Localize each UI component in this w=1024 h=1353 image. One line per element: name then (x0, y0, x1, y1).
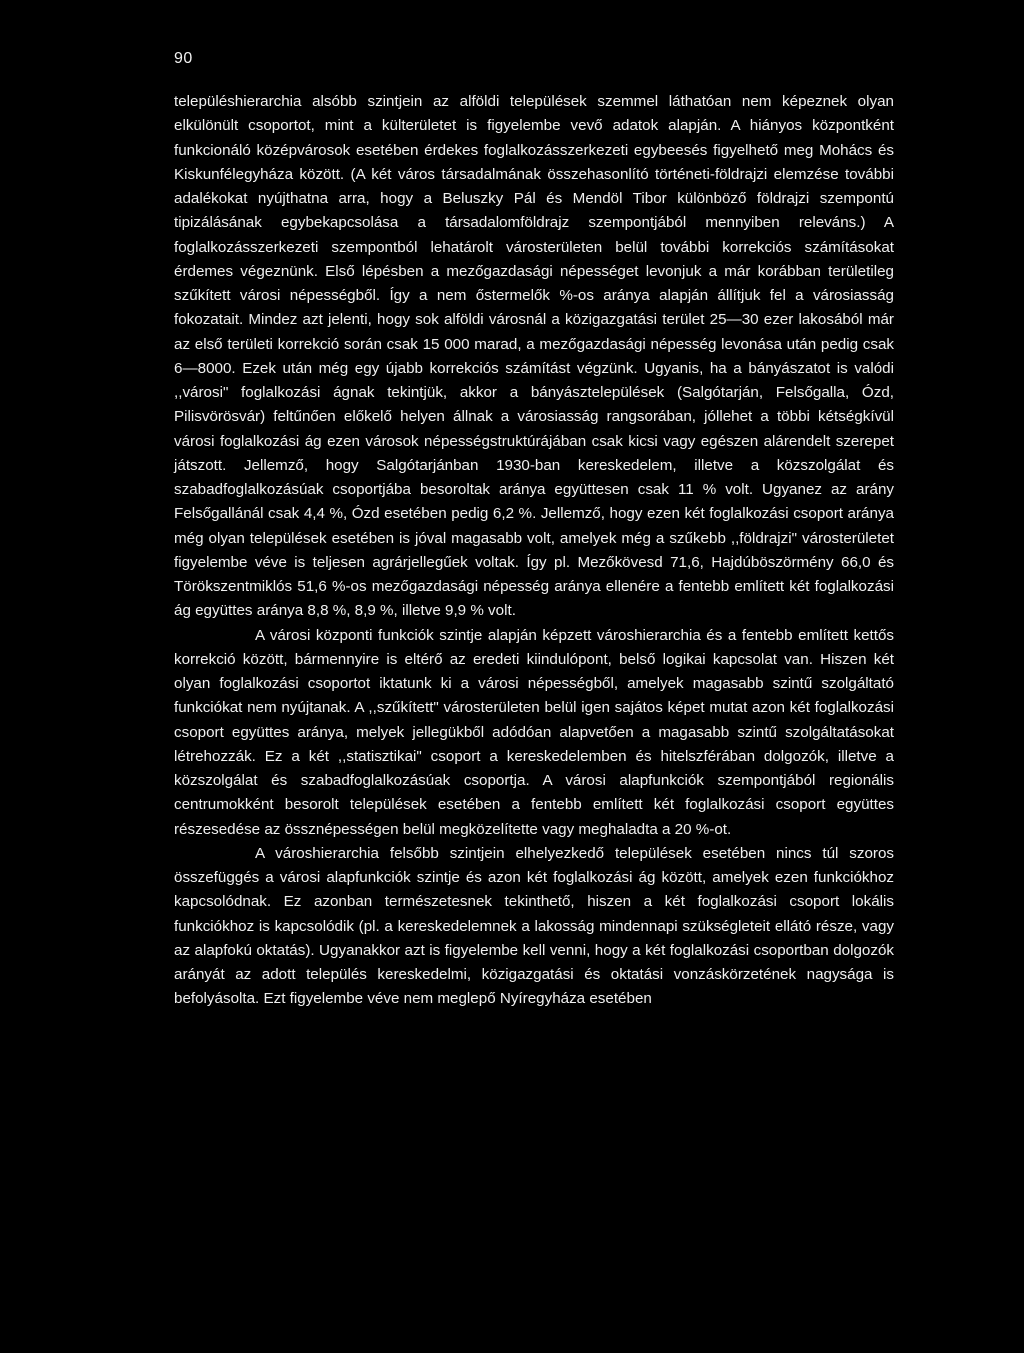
page-number: 90 (174, 50, 193, 67)
paragraph-2: A városi központi funkciók szintje alapján képzett városhierarchia és a fentebb említett kettős korrekció között, bármennyire is eltérő az eredeti kiindulópont, belső logikai kapcsolat van. Hiszen két olyan foglalkozási csoportot iktatunk ki a városi népességből, amelyek magasabb szintű szolgáltató funkciókat nem nyújtanak. A ,,szűkített" városterületen belül igen sajátos képet mutat azon két foglalkozási csoport együttes aránya, melyek jellegükből adódóan alapvetően a magasabb szintű szolgáltatásokat létrehozzák. Ez a két ,,statisztikai" csoport a kereskedelemben és hitelszférában dolgozók, illetve a közszolgálat és szabadfoglalkozásúak csoportja. A városi alapfunkciók szempontjából regionális centrumokként besorolt települések esetében a fentebb említett két foglalkozási csoport együttes részesedése az össznépességen belül megközelítette vagy meghaladta a 20 %-ot. (174, 626, 894, 838)
body-text (174, 90, 894, 1012)
paragraph-3: A városhierarchia felsőbb szintjein elhelyezkedő települések esetében nincs túl szoros összefüggés a városi alapfunkciók szintje és azon két foglalkozási ág között, amelyek ezen funkciókhoz kapcsolódnak. Ez azonban természetesnek tekinthető, hiszen a két foglalkozási csoport lokális funkciókhoz is kapcsolódik (pl. a kereskedelemnek a lakosság mindennapi szükségleteit ellátó része, vagy az alapfokú oktatás). Ugyanakkor azt is figyelembe kell venni, hogy a két foglalkozási csoportban dolgozók arányát az adott település kereskedelmi, közigazgatási és oktatási vonzáskörzetének nagysága is befolyásolta. Ezt figyelembe véve nem meglepő Nyíregyháza esetében (174, 844, 894, 1008)
paragraph-1: településhierarchia alsóbb szintjein az alföldi települések szemmel láthatóan nem képeznek olyan elkülönült csoportot, mint a külterületet is figyelembe vevő adatok alapján. A hiányos központként funkcionáló középvárosok esetében érdekes foglalkozásszerkezeti egybeesés figyelhető meg Mohács és Kiskunfélegyháza között. (A két város társadalmának összehasonlító történeti-földrajzi elemzése további adalékokat nyújthatna arra, hogy a Beluszky Pál és Mendöl Tibor különböző földrajzi szempontú tipizálásának egybekapcsolása a társadalomföldrajz szempontjából mennyiben releváns.) A foglalkozásszerkezeti szempontból lehatárolt városterületen belül további korrekciós számításokat érdemes végeznünk. Első lépésben a mezőgazdasági népességet levonjuk a már korábban területileg szűkített városi népességből. Így a nem őstermelők %-os aránya alapján állítjuk fel a városiasság fokozatait. Mindez azt jelenti, hogy sok alföldi városnál a közigazgatási terület 25—30 ezer lakosából már az első területi korrekció során csak 15 000 marad, a mezőgazdasági népesség levonása után pedig csak 6—8000. Ezek után még egy újabb korrekciós számítást végzünk. Ugyanis, ha a bányászatot is valódi ,,városi" foglalkozási ágnak tekintjük, akkor a bányásztelepülések (Salgótarján, Felsőgalla, Ózd, Pilisvörösvár) feltűnően előkelő helyen állnak a városiasság rangsorában, jóllehet a többi kétségkívül városi foglalkozási ág ezen városok népességstruktúrájában csak kicsi vagy egészen alárendelt szerepet játszott. Jellemző, hogy Salgótarjánban 1930-ban kereskedelem, illetve a közszolgálat és szabadfoglalkozásúak csoportjába besoroltak aránya együttesen csak 11 % volt. Ugyanez az arány Felsőgallánál csak 4,4 %, Ózd esetében pedig 6,2 %. Jellemző, hogy ezen két foglalkozási csoport aránya még olyan települések esetében is jóval magasabb volt, amelyek még a szűkebb ,,földrajzi" városterületet figyelembe véve is teljesen agrárjellegűek voltak. Így pl. Mezőkövesd 71,6, Hajdúböszörmény 66,0 és Törökszentmiklós 51,6 %-os mezőgazdasági népesség aránya ellenére a fentebb említett két foglalkozási ág együttes aránya 8,8 %, 8,9 %, illetve 9,9 % volt. (174, 93, 894, 620)
